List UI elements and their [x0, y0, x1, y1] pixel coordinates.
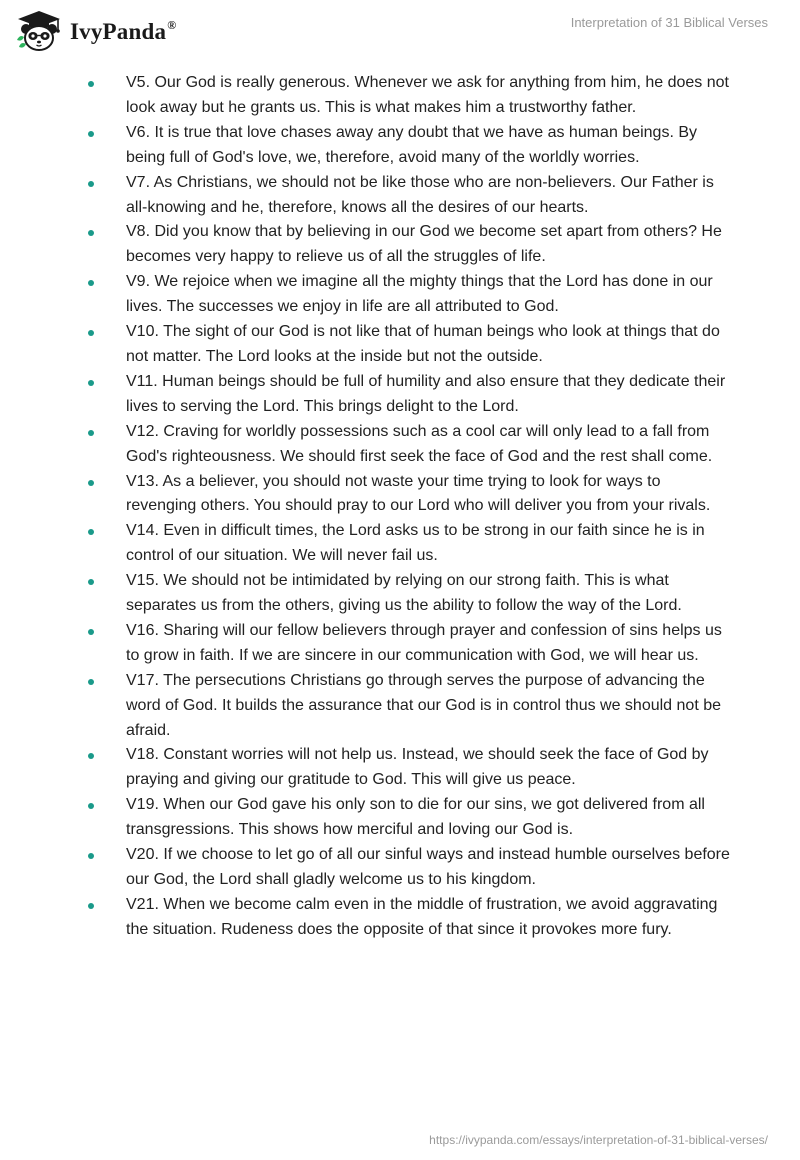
verse-item	[0, 121, 800, 171]
verse-text: V17. The persecutions Christians go through serves the purpose of advancing the word of God. It builds the assurance that our God is in control thus we should not be afraid.	[126, 671, 722, 739]
verse-text: V6. It is true that love chases away any doubt that we have as human beings. By being full of God's love, we, therefore, avoid many of the worldly worries.	[126, 123, 697, 166]
registered-mark: ®	[167, 17, 177, 32]
verse-text: V5. Our God is really generous. Whenever we ask for anything from him, he does not look away but he grants us. This is what makes him a trustworthy father.	[126, 74, 729, 116]
verse-text: V14. Even in difficult times, the Lord asks us to be strong in our faith since he is in control of our situation. We will never fail us.	[126, 522, 705, 565]
bullet-icon	[88, 230, 94, 236]
bullet-icon	[88, 380, 94, 386]
verse-text: V21. When we become calm even in the middle of frustration, we avoid aggravating the situation. Rudeness does the opposite of that since it provokes more fury.	[126, 895, 718, 938]
verse-item	[0, 270, 800, 320]
verse-text: V15. We should not be intimidated by relying on our strong faith. This is what separates us from the others, giving us the ability to follow the way of the Lord.	[126, 572, 682, 615]
verse-text: V16. Sharing will our fellow believers through prayer and confession of sins helps us to grow in faith. If we are sincere in our communication with God, we will hear us.	[126, 621, 722, 664]
bullet-icon	[88, 131, 94, 137]
source-url[interactable]: https://ivypanda.com/essays/interpretation-of-31-biblical-verses/	[429, 1133, 768, 1147]
ivypanda-logo[interactable]	[14, 10, 176, 52]
verse-text: V10. The sight of our God is not like that of human beings who look at things that do not matter. The Lord looks at the inside but not the outside.	[126, 323, 720, 365]
panda-graduate-icon	[14, 10, 64, 52]
verse-item	[0, 220, 800, 270]
bullet-icon	[88, 853, 94, 859]
verse-text: V7. As Christians, we should not be like those who are non-believers. Our Father is all-knowing and he, therefore, knows all the desires of our hearts.	[126, 173, 714, 216]
verse-text: V20. If we choose to let go of all our sinful ways and instead humble ourselves before our God, the Lord shall gladly welcome us to his kingdom.	[126, 846, 730, 888]
bullet-icon	[88, 529, 94, 535]
verse-list	[0, 71, 800, 943]
verse-item	[0, 669, 800, 744]
verse-text: V8. Did you know that by believing in our God we become set apart from others? He becomes very happy to relieve us of all the struggles of life.	[126, 223, 722, 266]
bullet-icon	[88, 181, 94, 187]
bullet-icon	[88, 753, 94, 759]
essay-content	[0, 71, 800, 943]
verse-item	[0, 893, 800, 943]
bullet-icon	[88, 480, 94, 486]
bullet-icon	[88, 330, 94, 336]
bullet-icon	[88, 280, 94, 286]
verse-text: V11. Human beings should be full of humility and also ensure that they dedicate their lives to serving the Lord. This brings delight to the Lord.	[126, 372, 726, 415]
verse-item	[0, 370, 800, 420]
bullet-icon	[88, 679, 94, 685]
verse-item	[0, 619, 800, 669]
bullet-icon	[88, 803, 94, 809]
bullet-icon	[88, 430, 94, 436]
verse-text: V9. We rejoice when we imagine all the mighty things that the Lord has done in our lives. The successes we enjoy in life are all attributed to God.	[126, 273, 713, 316]
verse-text: V13. As a believer, you should not waste your time trying to look for ways to revenging others. You should pray to our Lord who will deliver you from your rivals.	[126, 472, 711, 515]
verse-text: V19. When our God gave his only son to die for our sins, we got delivered from all transgressions. This shows how merciful and loving our God is.	[126, 796, 705, 839]
bullet-icon	[88, 903, 94, 909]
bullet-icon	[88, 81, 94, 87]
verse-item	[0, 793, 800, 843]
brand-name: IvyPanda	[70, 18, 167, 44]
bullet-icon	[88, 629, 94, 635]
verse-item	[0, 470, 800, 520]
verse-text: V12. Craving for worldly possessions such as a cool car will only lead to a fall from God's righteousness. We should first seek the face of God and the rest shall come.	[126, 422, 713, 465]
verse-item	[0, 320, 800, 370]
verse-item	[0, 569, 800, 619]
verse-item	[0, 519, 800, 569]
page-header	[0, 0, 800, 60]
document-title: Interpretation of 31 Biblical Verses	[570, 15, 768, 30]
bullet-icon	[88, 579, 94, 585]
verse-item	[0, 420, 800, 470]
verse-item	[0, 743, 800, 793]
verse-item	[0, 843, 800, 893]
verse-item	[0, 171, 800, 221]
verse-item	[0, 71, 800, 121]
verse-text: V18. Constant worries will not help us. Instead, we should seek the face of God by praying and giving our gratitude to God. This will give us peace.	[126, 746, 709, 789]
